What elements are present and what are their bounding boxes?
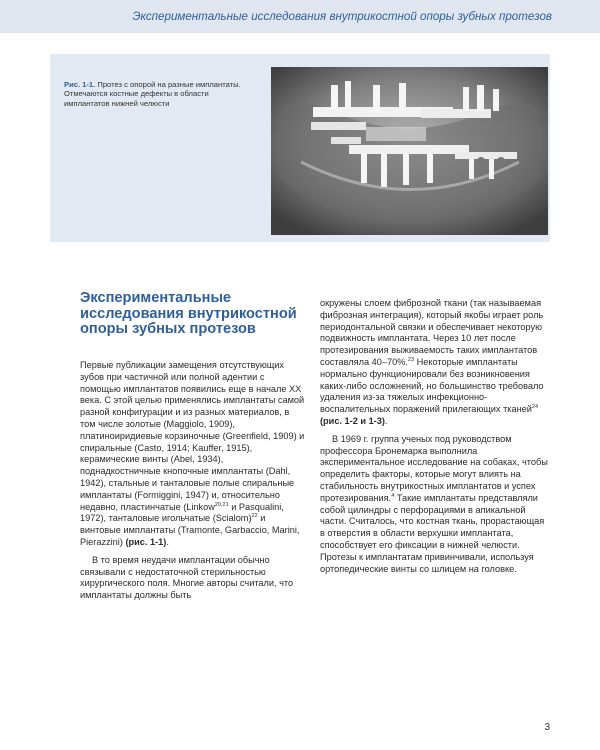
paragraph-text: . [166,536,169,547]
citation-superscript: 23 [407,356,415,363]
paragraph-text: Некоторые имплантаты нормально функционировали без возникновения каких-либо осложнений, но большинство требовало удаления из-за тяжелых инфекционно-воспалительных поражений прилегающих тканей [320,356,544,415]
paragraph [320,298,548,428]
paragraph [80,360,305,549]
paragraph: В то время неудачи имплантации обычно связывали с недостаточной стерильностью хирургического поля. Многие авторы считали, что имплантаты должны быть [80,554,294,601]
citation-superscript: 20,21 [214,501,229,508]
paragraph-text: и винтовые имплантаты (Tramonte, Garbaccio, Marini, Pierazzini) [80,513,300,547]
xray-drawing [271,67,548,235]
section-heading: Экспериментальные исследования внутрикостной опоры зубных протезов [80,290,297,338]
citation-superscript: 4 [391,492,395,499]
paragraph-text: Такие имплантаты представляли собой цилиндры с перфорациями в апикальной части. Считалось, что костная ткань, прорастающая в отверстия в области верхушки имплантата, способствует его фиксации в нижней челюсти. Протезы к имплантатам привинчивали, используя ортопедические винты со шлицем на головке. [320,492,545,574]
figure-reference: (рис. 1-1) [125,536,167,547]
figure-caption-text: Протез с опорой на разные имплантаты. Отмечаются костные дефекты в области имплантатов нижней челюсти [64,80,241,108]
paragraph-text: окружены слоем фиброзной ткани (так называемая фиброзная интеграция), который якобы играет роль периодонтальной связки и обеспечивает некоторую подвижность имплантата. Через 10 лет после протезирования выживаемость таких имплантатов составляла 40–70%. [320,298,544,367]
text-column-left [80,360,305,608]
running-header [0,0,600,33]
figure-panel [50,54,550,242]
paragraph-text: и Pasqualini, 1972), танталовые игольчатые (Scialom) [80,501,284,524]
paragraph-text: . [384,415,388,426]
citation-superscript: 24 [531,404,539,411]
panoramic-xray-image [271,67,548,235]
paragraph [320,434,548,576]
paragraph-text: В 1969 г. группа ученых под руководством профессора Бронемарка выполнила экспериментальное исследование на собаках, чтобы определить факторы, которые могут влиять на стабильность внутрикостных имплантатов и успех протезирования. [320,433,548,503]
figure-reference: (рис. 1-2 и 1-3) [320,415,385,426]
paragraph-text: Первые публикации замещения отсутствующих зубов при частичной или полной адентии с помощью имплантатов появились еще в начале XX века. С этой целью применялись имплантаты самой разной конфигурации и из разных материалов, в том числе золотые (Maggiolo, 1909), платиноиридиевые корзиночные (Greenfield, 1909) и спиральные (Casto, 1914; Kauffer, 1915), керамические винты (Abel, 1934), поднадкостничные кнопочные имплантаты (Dahl, 1942), стальные и танталовые полые спиральные имплантаты (Formiggini, 1947) и, относительно недавно, пластинчатые (Linkow [80,360,305,512]
text-column-right [320,298,548,581]
figure-label: Рис. 1-1. [64,80,96,89]
figure-caption [64,80,254,108]
page-number: 3 [544,722,550,733]
running-header-title: Экспериментальные исследования внутрикостной опоры зубных протезов [132,10,552,23]
citation-superscript: 22 [251,513,258,520]
